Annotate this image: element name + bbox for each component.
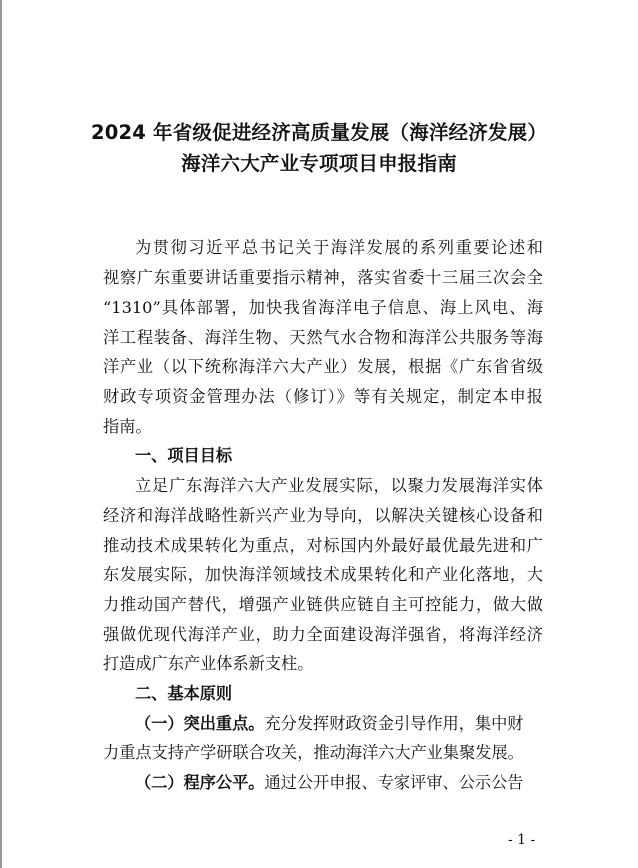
page-number: - 1 - bbox=[508, 832, 536, 848]
principle-2-label: （二）程序公平。 bbox=[135, 773, 265, 792]
goals-line: 经济和海洋战略性新兴产业为导向，以解决关键核心设备和 bbox=[103, 506, 543, 525]
intro-line: 视察广东重要讲话重要指示精神，落实省委十三届三次会全 bbox=[103, 268, 543, 287]
section-heading-principles: 二、基本原则 bbox=[135, 684, 233, 703]
section-heading-goals: 一、项目目标 bbox=[135, 446, 233, 465]
intro-line: “1310”具体部署，加快我省海洋电子信息、海上风电、海 bbox=[103, 298, 543, 317]
goals-line: 力推动国产替代，增强产业链供应链自主可控能力，做大做 bbox=[103, 595, 543, 614]
goals-line: 立足广东海洋六大产业发展实际，以聚力发展海洋实体 bbox=[135, 476, 543, 495]
principle-2-text: 通过公开申报、专家评审、公示公告 bbox=[264, 773, 524, 792]
principle-1-line bbox=[135, 712, 543, 736]
goals-line: 打造成广东产业体系新支柱。 bbox=[103, 654, 314, 673]
principle-1-label: （一）突出重点。 bbox=[135, 714, 265, 733]
goals-line: 东发展实际，加快海洋领域技术成果转化和产业化落地，大 bbox=[103, 565, 543, 584]
principle-1-text: 充分发挥财政资金引导作用，集中财 bbox=[264, 714, 524, 733]
goals-line: 推动技术成果转化为重点，对标国内外最好最优最先进和广 bbox=[103, 536, 543, 555]
intro-line: 洋产业（以下统称海洋六大产业）发展，根据《广东省省级 bbox=[103, 357, 543, 376]
intro-line: 为贯彻习近平总书记关于海洋发展的系列重要论述和 bbox=[135, 238, 543, 257]
goals-line: 强做优现代海洋产业，助力全面建设海洋强省，将海洋经济 bbox=[103, 625, 543, 644]
intro-line: 洋工程装备、海洋生物、天然气水合物和海洋公共服务等海 bbox=[103, 328, 543, 347]
document-title-line-2: 海洋六大产业专项项目申报指南 bbox=[181, 152, 457, 175]
intro-line: 指南。 bbox=[103, 417, 152, 436]
principle-2-line bbox=[135, 771, 543, 795]
intro-line: 财政专项资金管理办法（修订）》等有关规定，制定本申报 bbox=[103, 387, 543, 406]
document-title-line-1: 2024 年省级促进经济高质量发展（海洋经济发展） bbox=[90, 121, 548, 144]
principle-1-line-2: 力重点支持产学研联合攻关，推动海洋六大产业集聚发展。 bbox=[103, 743, 524, 762]
